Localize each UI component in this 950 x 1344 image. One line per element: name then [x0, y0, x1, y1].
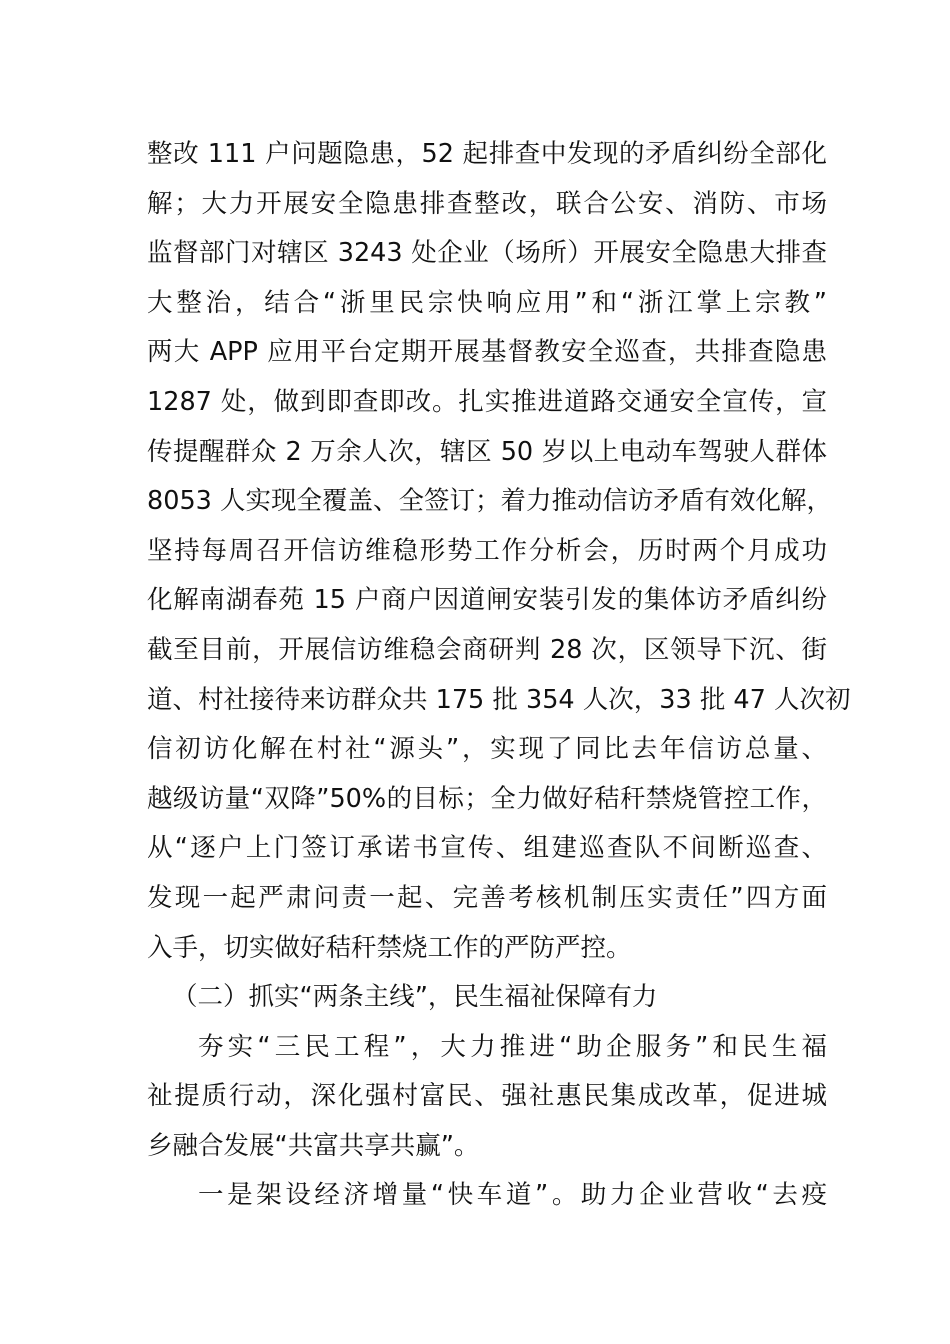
section-heading: （二）抓实“两条主线”，民生福祉保障有力	[172, 982, 658, 1013]
text-line: 信初访化解在村社“源头”，实现了同比去年信访总量、	[147, 734, 827, 765]
text-line: 入手，切实做好秸秆禁烧工作的严防严控。	[147, 932, 632, 963]
text-line: 夯实“三民工程”，大力推进“助企服务”和民生福	[198, 1031, 827, 1062]
text-line: 一是架设经济增量“快车道”。助力企业营收“去疫	[198, 1180, 827, 1211]
text-line: 整改 111 户问题隐患，52 起排查中发现的矛盾纠纷全部化	[147, 139, 827, 169]
text-line: 道、村社接待来访群众共 175 批 354 人次，33 批 47 人次初	[147, 684, 851, 715]
text-line: 大整治，结合“浙里民宗快响应用”和“浙江掌上宗教”	[147, 287, 827, 318]
document-body	[147, 130, 851, 1221]
text-line: 乡融合发展“共富共享共赢”。	[147, 1130, 480, 1161]
text-line: 解；大力开展安全隐患排查整改，联合公安、消防、市场	[147, 188, 827, 219]
text-line: 8053 人实现全覆盖、全签订；着力推动信访矛盾有效化解，	[147, 486, 833, 517]
text-line: 坚持每周召开信访维稳形势工作分析会，历时两个月成功	[147, 535, 827, 566]
text-line: 发现一起严肃问责一起、完善考核机制压实责任”四方面	[147, 882, 827, 913]
text-line: 监督部门对辖区 3243 处企业（场所）开展安全隐患大排查	[147, 238, 827, 269]
text-line: 传提醒群众 2 万余人次，辖区 50 岁以上电动车驾驶人群体	[147, 436, 827, 467]
text-line: 两大 APP 应用平台定期开展基督教安全巡查，共排查隐患	[147, 337, 827, 368]
text-line: 越级访量“双降”50%的目标；全力做好秸秆禁烧管控工作，	[147, 783, 827, 814]
text-line: 截至目前，开展信访维稳会商研判 28 次，区领导下沉、街	[147, 634, 827, 665]
text-line: 祉提质行动，深化强村富民、强社惠民集成改革，促进城	[147, 1081, 827, 1112]
text-line: 化解南湖春苑 15 户商户因道闸安装引发的集体访矛盾纠纷	[147, 585, 827, 616]
text-line: 从“逐户上门签订承诺书宣传、组建巡查队不间断巡查、	[147, 833, 827, 864]
text-line: 1287 处，做到即查即改。扎实推进道路交通安全宣传，宣	[147, 386, 827, 417]
